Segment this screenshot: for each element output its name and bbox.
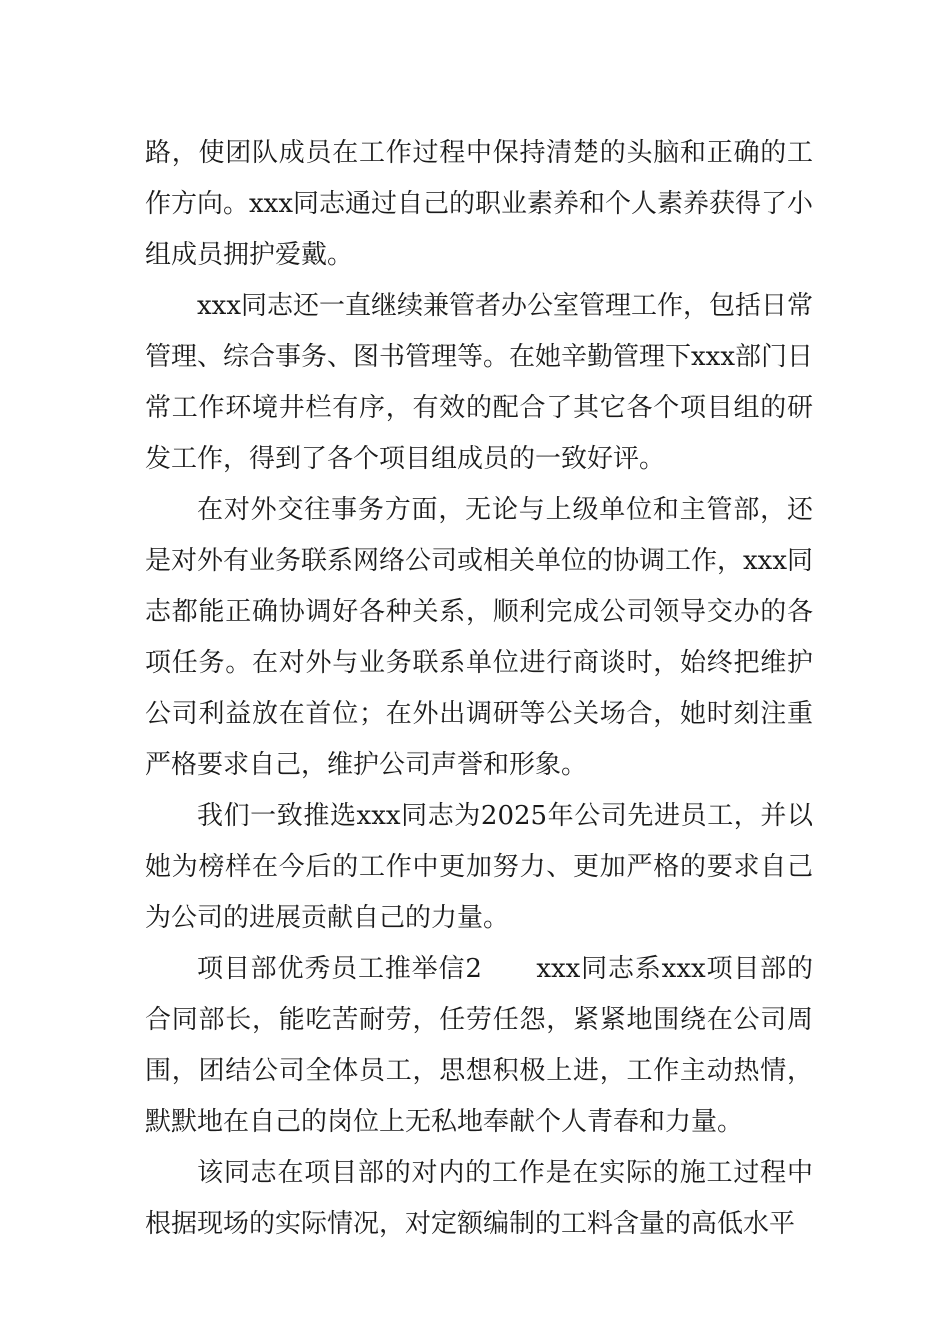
- paragraph-internal-work: 该同志在项目部的对内的工作是在实际的施工过程中根据现场的实际情况，对定额编制的工料含量的高低水平: [145, 1158, 813, 1239]
- paragraph-continuation: 路，使团队成员在工作过程中保持清楚的头脑和正确的工作方向。xxx同志通过自己的职业素养和个人素养获得了小组成员拥护爱戴。: [145, 138, 813, 270]
- document-body: [145, 128, 813, 1250]
- paragraph-letter-2-intro: 项目部优秀员工推举信2 xxx同志系xxx项目部的合同部长，能吃苦耐劳，任劳任怨，紧紧地围绕在公司周围，团结公司全体员工，思想积极上进，工作主动热情，默默地在自己的岗位上无私地奉献个人青春和力量。: [145, 954, 813, 1137]
- paragraph-external-affairs: 在对外交往事务方面，无论与上级单位和主管部，还是对外有业务联系网络公司或相关单位的协调工作，xxx同志都能正确协调好各种关系，顺利完成公司领导交办的各项任务。在对外与业务联系单位进行商谈时，始终把维护公司利益放在首位；在外出调研等公关场合，她时刻注重严格要求自己，维护公司声誉和形象。: [145, 495, 813, 780]
- paragraph-recommendation: 我们一致推选xxx同志为2025年公司先进员工，并以她为榜样在今后的工作中更加努力、更加严格的要求自己为公司的进展贡献自己的力量。: [145, 801, 813, 933]
- paragraph-office-management: xxx同志还一直继续兼管者办公室管理工作，包括日常管理、综合事务、图书管理等。在她辛勤管理下xxx部门日常工作环境井栏有序，有效的配合了其它各个项目组的研发工作，得到了各个项目组成员的一致好评。: [145, 291, 813, 474]
